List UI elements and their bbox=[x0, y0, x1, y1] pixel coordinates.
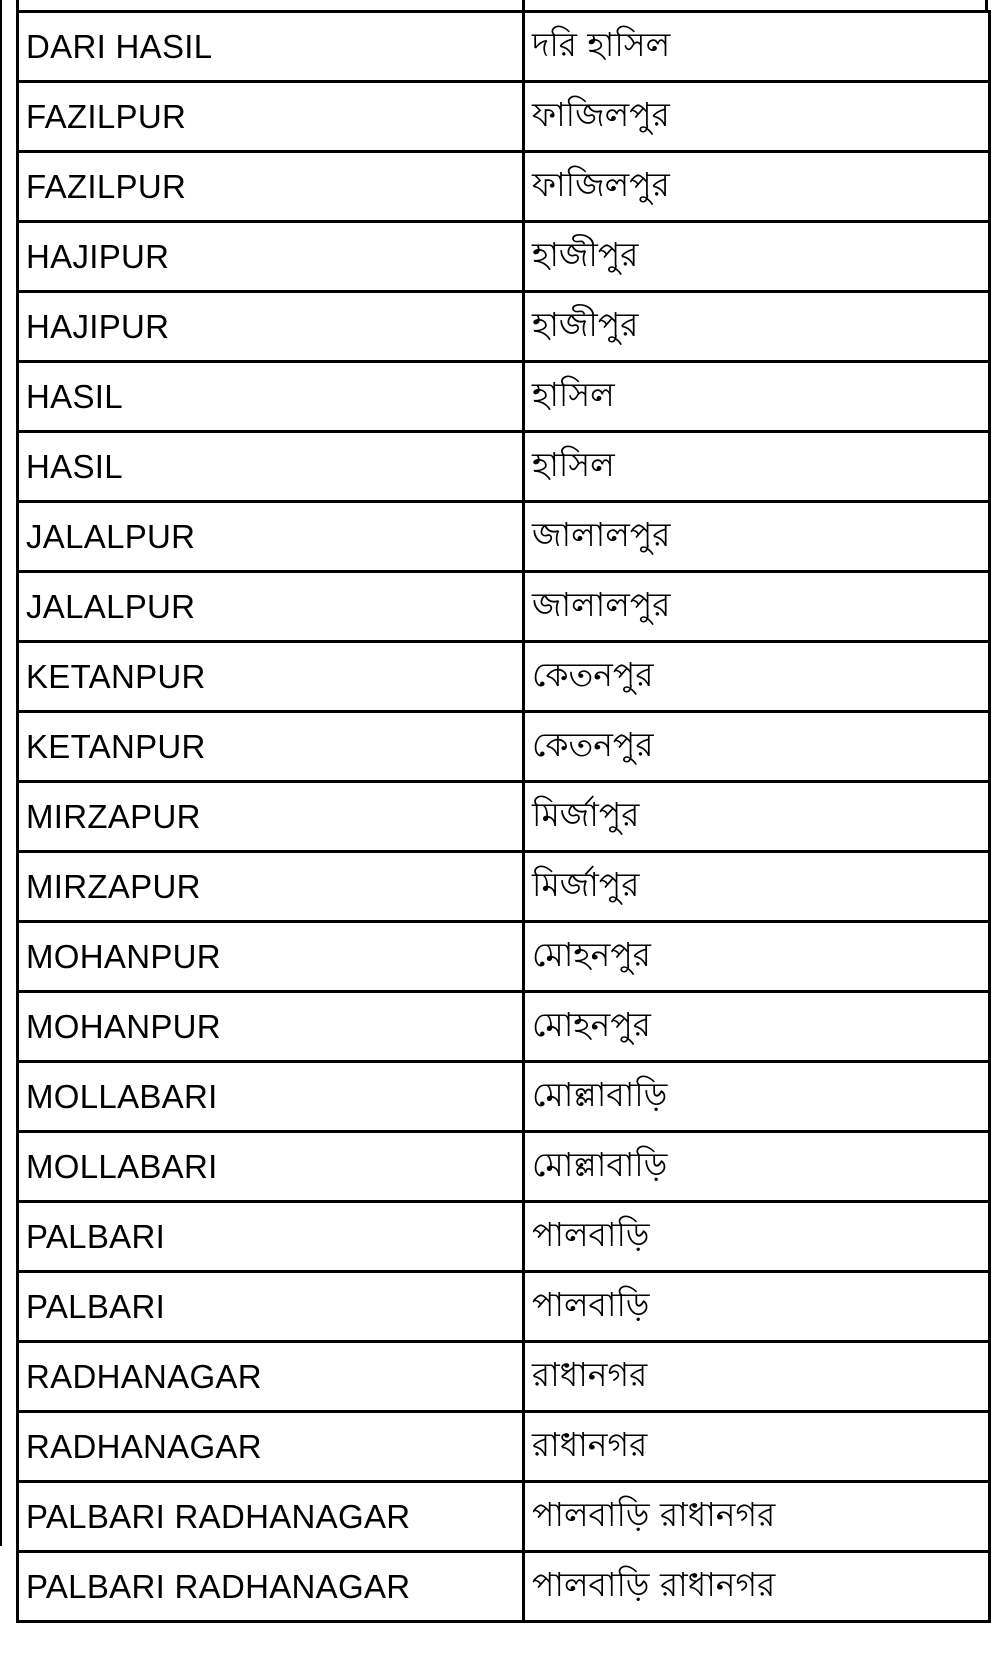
english-name-cell: MOLLABARI bbox=[18, 1062, 524, 1132]
bengali-name-cell: দরি হাসিল bbox=[524, 12, 990, 82]
table-row bbox=[18, 362, 990, 432]
table-row bbox=[18, 1272, 990, 1342]
table-row bbox=[18, 1132, 990, 1202]
english-name-cell: HASIL bbox=[18, 432, 524, 502]
table-row bbox=[18, 1202, 990, 1272]
bengali-name-cell: ফাজিলপুর bbox=[524, 152, 990, 222]
bengali-name-cell: মির্জাপুর bbox=[524, 782, 990, 852]
english-name-cell: FAZILPUR bbox=[18, 152, 524, 222]
bengali-name-cell: হাসিল bbox=[524, 432, 990, 502]
english-name-cell: HASIL bbox=[18, 362, 524, 432]
english-name-cell: PALBARI RADHANAGAR bbox=[18, 1482, 524, 1552]
bengali-name-cell: রাধানগর bbox=[524, 1342, 990, 1412]
table-row bbox=[18, 292, 990, 362]
table-body bbox=[18, 12, 990, 1622]
english-name-cell: HAJIPUR bbox=[18, 222, 524, 292]
bengali-name-cell: জালালপুর bbox=[524, 502, 990, 572]
bengali-name-cell: পালবাড়ি bbox=[524, 1202, 990, 1272]
bengali-name-cell: কেতনপুর bbox=[524, 642, 990, 712]
english-name-cell: PALBARI bbox=[18, 1272, 524, 1342]
table-row bbox=[18, 432, 990, 502]
english-name-cell: JALALPUR bbox=[18, 572, 524, 642]
bengali-name-cell: পালবাড়ি bbox=[524, 1272, 990, 1342]
table-row bbox=[18, 642, 990, 712]
table-row bbox=[18, 572, 990, 642]
table-row bbox=[18, 1412, 990, 1482]
bengali-name-cell: পালবাড়ি রাধানগর bbox=[524, 1482, 990, 1552]
table-row bbox=[18, 1482, 990, 1552]
table-row bbox=[18, 502, 990, 572]
place-name-table bbox=[16, 10, 991, 1623]
bengali-name-cell: পালবাড়ি রাধানগর bbox=[524, 1552, 990, 1622]
table-row bbox=[18, 152, 990, 222]
bengali-name-cell: হাসিল bbox=[524, 362, 990, 432]
english-name-cell: KETANPUR bbox=[18, 712, 524, 782]
bengali-name-cell: ফাজিলপুর bbox=[524, 82, 990, 152]
english-name-cell: PALBARI bbox=[18, 1202, 524, 1272]
bengali-name-cell: মোল্লাবাড়ি bbox=[524, 1062, 990, 1132]
english-name-cell: MIRZAPUR bbox=[18, 852, 524, 922]
english-name-cell: MOLLABARI bbox=[18, 1132, 524, 1202]
left-border-line bbox=[0, 0, 2, 1546]
bengali-name-cell: মোল্লাবাড়ি bbox=[524, 1132, 990, 1202]
english-name-cell: FAZILPUR bbox=[18, 82, 524, 152]
bengali-name-cell: জালালপুর bbox=[524, 572, 990, 642]
english-name-cell: JALALPUR bbox=[18, 502, 524, 572]
table-row bbox=[18, 222, 990, 292]
table-row bbox=[18, 782, 990, 852]
bengali-name-cell: মির্জাপুর bbox=[524, 852, 990, 922]
english-name-cell: MOHANPUR bbox=[18, 922, 524, 992]
english-name-cell: KETANPUR bbox=[18, 642, 524, 712]
table-row bbox=[18, 712, 990, 782]
bengali-name-cell: হাজীপুর bbox=[524, 292, 990, 362]
english-name-cell: MOHANPUR bbox=[18, 992, 524, 1062]
table-row bbox=[18, 1342, 990, 1412]
table-row bbox=[18, 12, 990, 82]
table-row bbox=[18, 1552, 990, 1622]
bengali-name-cell: কেতনপুর bbox=[524, 712, 990, 782]
english-name-cell: MIRZAPUR bbox=[18, 782, 524, 852]
table-row bbox=[18, 922, 990, 992]
table-row bbox=[18, 82, 990, 152]
english-name-cell: DARI HASIL bbox=[18, 12, 524, 82]
english-name-cell: RADHANAGAR bbox=[18, 1412, 524, 1482]
english-name-cell: HAJIPUR bbox=[18, 292, 524, 362]
english-name-cell: PALBARI RADHANAGAR bbox=[18, 1552, 524, 1622]
table-row bbox=[18, 852, 990, 922]
english-name-cell: RADHANAGAR bbox=[18, 1342, 524, 1412]
bengali-name-cell: হাজীপুর bbox=[524, 222, 990, 292]
bengali-name-cell: মোহনপুর bbox=[524, 992, 990, 1062]
bengali-name-cell: রাধানগর bbox=[524, 1412, 990, 1482]
table-row bbox=[18, 992, 990, 1062]
bengali-name-cell: মোহনপুর bbox=[524, 922, 990, 992]
table-row bbox=[18, 1062, 990, 1132]
